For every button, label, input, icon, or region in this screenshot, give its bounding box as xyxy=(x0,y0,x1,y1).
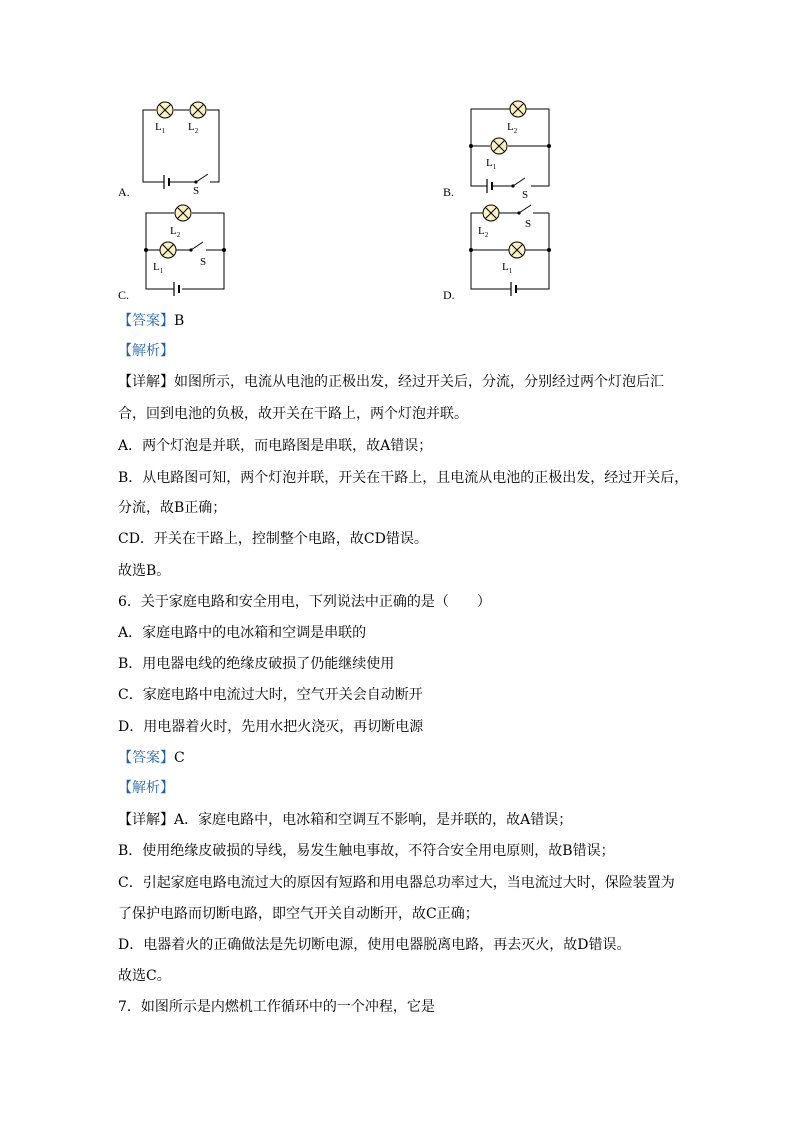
q6-option-c: C．家庭电路中电流过大时，空气开关会自动断开 xyxy=(118,687,423,703)
option-a-label: A. xyxy=(118,185,130,199)
lamp-label: $L_1$ xyxy=(486,157,497,171)
lamp-label: $L_2$ xyxy=(478,225,489,239)
lamp-label: $L_2$ xyxy=(170,225,181,239)
switch-pivot xyxy=(194,180,197,183)
q6-detail-a: 【详解】A．家庭电路中，电冰箱和空调互不影响，是并联的，故A错误； xyxy=(118,812,573,828)
switch-label: S xyxy=(522,189,529,199)
lamp-label: $L_2$ xyxy=(507,121,518,135)
answer-tag: 【答案】 xyxy=(118,313,174,329)
q6-stem: 6．关于家庭电路和安全用电，下列说法中正确的是（ ） xyxy=(118,594,491,610)
lamp-label: $L_1$ xyxy=(502,261,513,275)
q5-explain-b-2: 分流，故B正确； xyxy=(118,500,227,516)
q5-explain-cd: CD．开关在干路上，控制整个电路，故CD错误。 xyxy=(118,531,428,547)
switch-label: S xyxy=(525,218,532,230)
lamp-label: $L_1$ xyxy=(155,121,166,135)
q6-answer-line xyxy=(118,750,185,766)
switch-label: S xyxy=(200,256,207,268)
lamp-icon xyxy=(483,205,499,221)
circuit-diagram-b xyxy=(463,94,558,199)
detail-tag: 【详解】 xyxy=(118,812,174,828)
switch-label: S xyxy=(193,185,200,197)
lamp-icon xyxy=(157,102,173,118)
lamp-icon xyxy=(510,101,526,117)
option-b-label: B. xyxy=(443,185,455,199)
answer-value: C xyxy=(174,750,185,766)
q5-explain-a: A．两个灯泡是并联，而电路图是串联，故A错误； xyxy=(118,438,433,454)
lamp-icon xyxy=(160,242,176,258)
lamp-icon xyxy=(190,102,206,118)
lamp-label: $L_2$ xyxy=(188,121,199,135)
q6-explain-c-2: 了保护电路而切断电路，即空气开关自动断开，故C正确； xyxy=(118,906,479,922)
answer-tag: 【答案】 xyxy=(118,750,174,766)
lamp-icon xyxy=(491,138,507,154)
q6-analysis-tag: 【解析】 xyxy=(118,780,174,796)
option-d-label: D. xyxy=(443,288,455,302)
q6-explain-b: B．使用绝缘皮破损的导线，易发生触电事故，不符合安全用电原则，故B错误； xyxy=(118,843,615,859)
q6-explain-c-1: C．引起家庭电路电流过大的原因有短路和用电器总功率过大，当电流过大时，保险装置为 xyxy=(118,875,675,891)
circuit-diagram-d xyxy=(463,199,558,304)
lamp-icon xyxy=(175,205,191,221)
detail-tag: 【详解】 xyxy=(118,374,174,390)
q5-detail-line-2: 合，回到电池的负极，故开关在干路上，两个灯泡并联。 xyxy=(118,406,468,422)
q5-conclusion: 故选B。 xyxy=(118,563,171,579)
circuit-diagram-a xyxy=(135,92,230,197)
q7-stem: 7．如图所示是内燃机工作循环中的一个冲程，它是 xyxy=(118,999,435,1015)
q5-explain-b-1: B．从电路图可知，两个灯泡并联，开关在干路上，且电流从电池的正极出发，经过开关后， xyxy=(118,470,689,486)
circuit-diagram-c xyxy=(138,199,233,304)
q6-option-b: B．用电器电线的绝缘皮破损了仍能继续使用 xyxy=(118,656,395,672)
q5-analysis-tag: 【解析】 xyxy=(118,343,174,359)
lamp-icon xyxy=(509,242,525,258)
q6-option-a: A．家庭电路中的电冰箱和空调是串联的 xyxy=(118,625,367,641)
q5-answer-line xyxy=(118,313,184,329)
answer-value: B xyxy=(174,313,185,329)
q6-option-d: D．用电器着火时，先用水把火浇灭，再切断电源 xyxy=(118,719,424,735)
q6-explain-d: D．电器着火的正确做法是先切断电源，使用电器脱离电路，再去灭火，故D错误。 xyxy=(118,937,631,953)
q5-detail-line-1: 【详解】如图所示，电流从电池的正极出发，经过开关后，分流，分别经过两个灯泡后汇 xyxy=(118,374,664,390)
lamp-label: $L_1$ xyxy=(153,261,164,275)
q6-conclusion: 故选C。 xyxy=(118,968,171,984)
option-c-label: C. xyxy=(118,288,130,302)
